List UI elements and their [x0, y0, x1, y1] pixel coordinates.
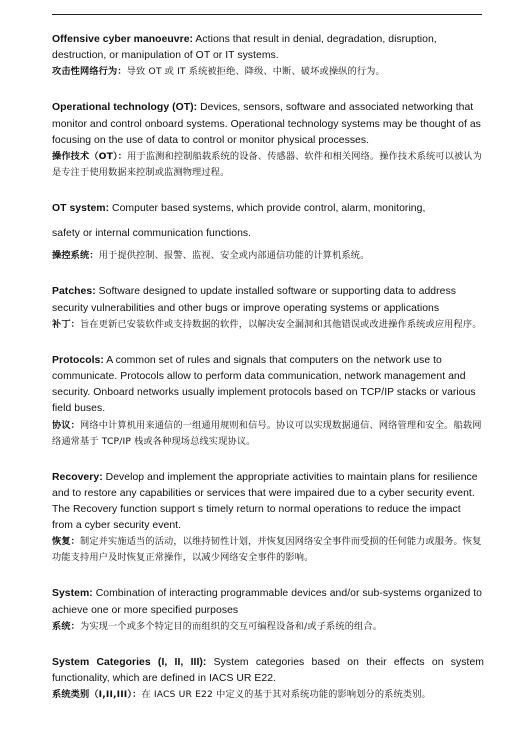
glossary-entry-patches [52, 284, 484, 332]
entry-term: Operational technology (OT): [52, 102, 198, 114]
entry-chinese-text [52, 534, 484, 566]
entry-chinese-text [52, 418, 484, 450]
entry-term: Patches: [52, 286, 96, 298]
entry-chinese-text [52, 149, 484, 181]
entry-term: System Categories (I, II, III): [52, 656, 207, 668]
entry-zh-definition: 为实现一个或多个特定目的而组织的交互可编程设备和/或子系统的组合。 [80, 620, 383, 632]
entry-term: Recovery: [52, 471, 103, 483]
entry-chinese-text [52, 248, 484, 264]
entry-term: Offensive cyber manoeuvre: [52, 34, 194, 45]
glossary-entry-ot-system [52, 201, 484, 264]
entry-zh-term: 协议： [52, 419, 81, 431]
entry-chinese-text [52, 64, 484, 80]
entry-definition: Actions that result in denial, degradation, disruption, destruction, or manipulation of OT or IT systems. [52, 34, 437, 62]
entry-definition: Devices, sensors, software and associated networking that monitor and control onboard systems. Operational technology systems may be thought of as focusing on the use of data to control or monitor physical processes. [52, 102, 481, 146]
entry-chinese-text [52, 317, 484, 333]
entry-english-text [52, 100, 484, 149]
entry-definition: Software designed to update installed software or supporting data to address security vulnerabilities and other bugs or improve operating systems or applications [52, 286, 456, 314]
glossary-page [52, 32, 484, 723]
entry-zh-term: 恢复： [52, 536, 81, 548]
glossary-entry-recovery [52, 470, 484, 567]
glossary-entry-system-categories [52, 655, 484, 703]
entry-definition: System categories based on their effects on system functionality, which are defined in IACS UR E22. [52, 656, 484, 685]
entry-definition: Develop and implement the appropriate activities to maintain plans for resilience and to restore any capabilities or services that were impaired due to a cyber security event. The Recovery function support s timely return to normal operations to reduce the impact from a cyber security event. [52, 471, 478, 532]
entry-zh-term: 操作技术（OT）： [52, 151, 128, 163]
glossary-entry-system [52, 586, 484, 634]
glossary-entry-operational-technology [52, 100, 484, 181]
entry-zh-term: 补丁： [52, 318, 81, 330]
entry-chinese-text [52, 687, 484, 703]
entry-english-text [52, 353, 484, 418]
entry-zh-term: 系统类别（I,II,III）： [52, 689, 142, 701]
entry-zh-definition: 用于提供控制、报警、监视、安全或内部通信功能的计算机系统。 [98, 250, 370, 262]
entry-zh-term: 操控系统： [52, 250, 99, 262]
entry-english-text-cont [52, 226, 484, 242]
header-rule [52, 14, 482, 15]
entry-english-text [52, 586, 484, 618]
entry-zh-definition: 在 IACS UR E22 中定义的基于其对系统功能的影响划分的系统类别。 [141, 689, 431, 701]
entry-term: OT system: [52, 203, 110, 215]
entry-definition: A common set of rules and signals that computers on the network use to communicate. Protocols allow to perform data communication, network management and security. Onboard networks usually implement protocols based on TCP/IP stacks or various field buses. [52, 354, 476, 415]
entry-english-text [52, 284, 484, 316]
entry-zh-definition: 制定并实施适当的活动，以维持韧性计划，并恢复因网络安全事件而受损的任何能力或服务。恢复功能支持用户及时恢复正常操作，以减少网络安全事件的影响。 [52, 536, 482, 564]
glossary-entry-protocols [52, 353, 484, 450]
entry-zh-term: 系统： [52, 620, 81, 632]
entry-term: Protocols: [52, 354, 104, 366]
entry-zh-definition: 导致 OT 或 IT 系统被拒绝、降级、中断、破坏或操纵的行为。 [126, 66, 385, 78]
entry-zh-definition: 旨在更新已安装软件或支持数据的软件，以解决安全漏洞和其他错误或改进操作系统或应用程序。 [80, 318, 482, 330]
entry-definition-line1: Computer based systems, which provide control, alarm, monitoring, [109, 203, 426, 215]
entry-definition: Combination of interacting programmable devices and/or sub-systems organized to achieve one or more specified purposes [52, 588, 483, 616]
entry-zh-definition: 网络中计算机用来通信的一组通用规则和信号。协议可以实现数据通信、网络管理和安全。船载网络通常基于 TCP/IP 栈或各种现场总线实现协议。 [52, 419, 482, 447]
entry-term: System: [52, 588, 93, 600]
glossary-entry-offensive-cyber-manoeuvre [52, 32, 484, 80]
entry-zh-term: 攻击性网络行为： [52, 66, 127, 78]
entry-english-text [52, 32, 484, 64]
entry-english-text [52, 470, 484, 535]
entry-english-text [52, 201, 484, 217]
entry-chinese-text [52, 619, 484, 635]
entry-zh-definition: 用于监测和控制船载系统的设备、传感器、软件和相关网络。操作技术系统可以被认为是专注于使用数据来控制或监测物理过程。 [52, 151, 482, 179]
entry-english-text [52, 655, 484, 687]
entry-definition-line2: safety or internal communication functions. [52, 228, 252, 240]
